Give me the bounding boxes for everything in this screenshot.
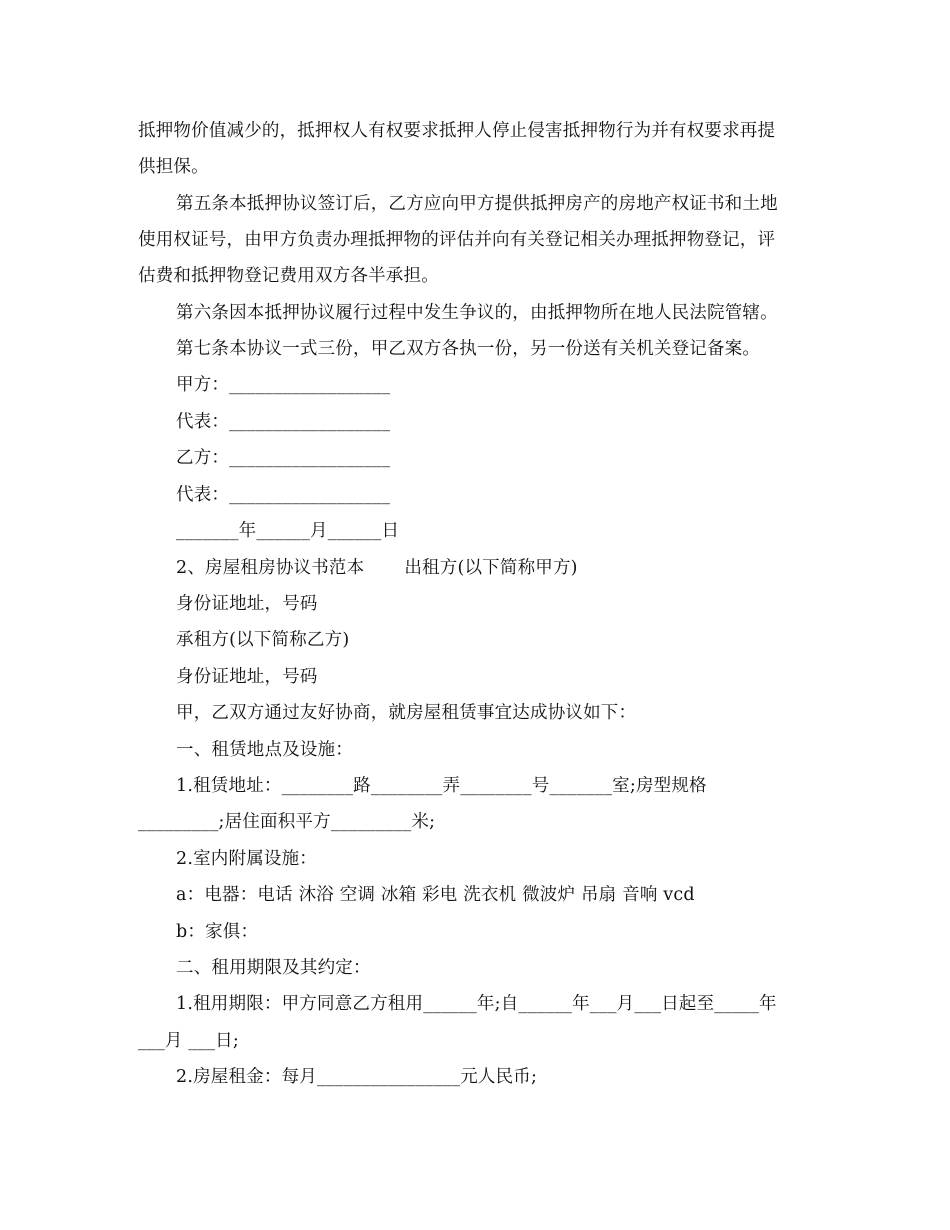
agreement-intro-line: 甲，乙双方通过友好协商，就房屋租赁事宜达成协议如下： <box>176 703 637 723</box>
paragraph-line: 使用权证号，由甲方负责办理抵押物的评估并向有关登记相关办理抵押物登记，评 <box>138 230 776 250</box>
rental-term-line: ___月 ___日; <box>138 1031 239 1051</box>
facilities-heading: 2.室内附属设施： <box>176 849 317 869</box>
appliances-line: a：电器：电话 沐浴 空调 冰箱 彩电 洗衣机 微波炉 吊扇 音响 vcd <box>176 885 695 905</box>
article-7-line: 第七条本协议一式三份，甲乙双方各执一份，另一份送有关机关登记备案。 <box>176 339 761 359</box>
section-one-heading: 一、租赁地点及设施： <box>176 740 353 760</box>
section-heading-line <box>176 556 578 580</box>
id-address-line: 身份证地址，号码 <box>176 594 318 614</box>
lessor-label: 出租方(以下简称甲方) <box>404 558 578 578</box>
section-heading: 2、房屋租房协议书范本 <box>176 558 365 578</box>
rent-amount-line: 2.房屋租金：每月________________元人民币; <box>176 1067 538 1087</box>
paragraph-line: 估费和抵押物登记费用双方各半承担。 <box>138 266 439 286</box>
party-a-signature-line: 甲方：__________________ <box>176 375 391 395</box>
id-address-line: 身份证地址，号码 <box>176 667 318 687</box>
date-line: _______年______月______日 <box>176 521 400 541</box>
representative-signature-line: 代表：__________________ <box>176 485 391 505</box>
furniture-line: b：家俱： <box>176 922 259 942</box>
article-5-line: 第五条本抵押协议签订后，乙方应向甲方提供抵押房产的房地产权证书和土地 <box>176 194 778 214</box>
rental-address-line: 1.租赁地址：________路________弄________号_______室;房型规格 <box>176 776 707 796</box>
section-two-heading: 二、租用期限及其约定： <box>176 958 371 978</box>
representative-signature-line: 代表：__________________ <box>176 412 391 432</box>
paragraph-line: 抵押物价值减少的，抵押权人有权要求抵押人停止侵害抵押物行为并有权要求再提 <box>138 121 776 141</box>
article-6-line: 第六条因本抵押协议履行过程中发生争议的，由抵押物所在地人民法院管辖。 <box>176 303 778 323</box>
rental-term-line: 1.租用期限：甲方同意乙方租用______年;自______年___月___日起至_____年 <box>176 994 777 1014</box>
party-b-signature-line: 乙方：__________________ <box>176 448 391 468</box>
lessee-label: 承租方(以下简称乙方) <box>176 630 350 650</box>
paragraph-line: 供担保。 <box>138 157 209 177</box>
rental-address-line: _________;居住面积平方_________米; <box>138 812 436 832</box>
